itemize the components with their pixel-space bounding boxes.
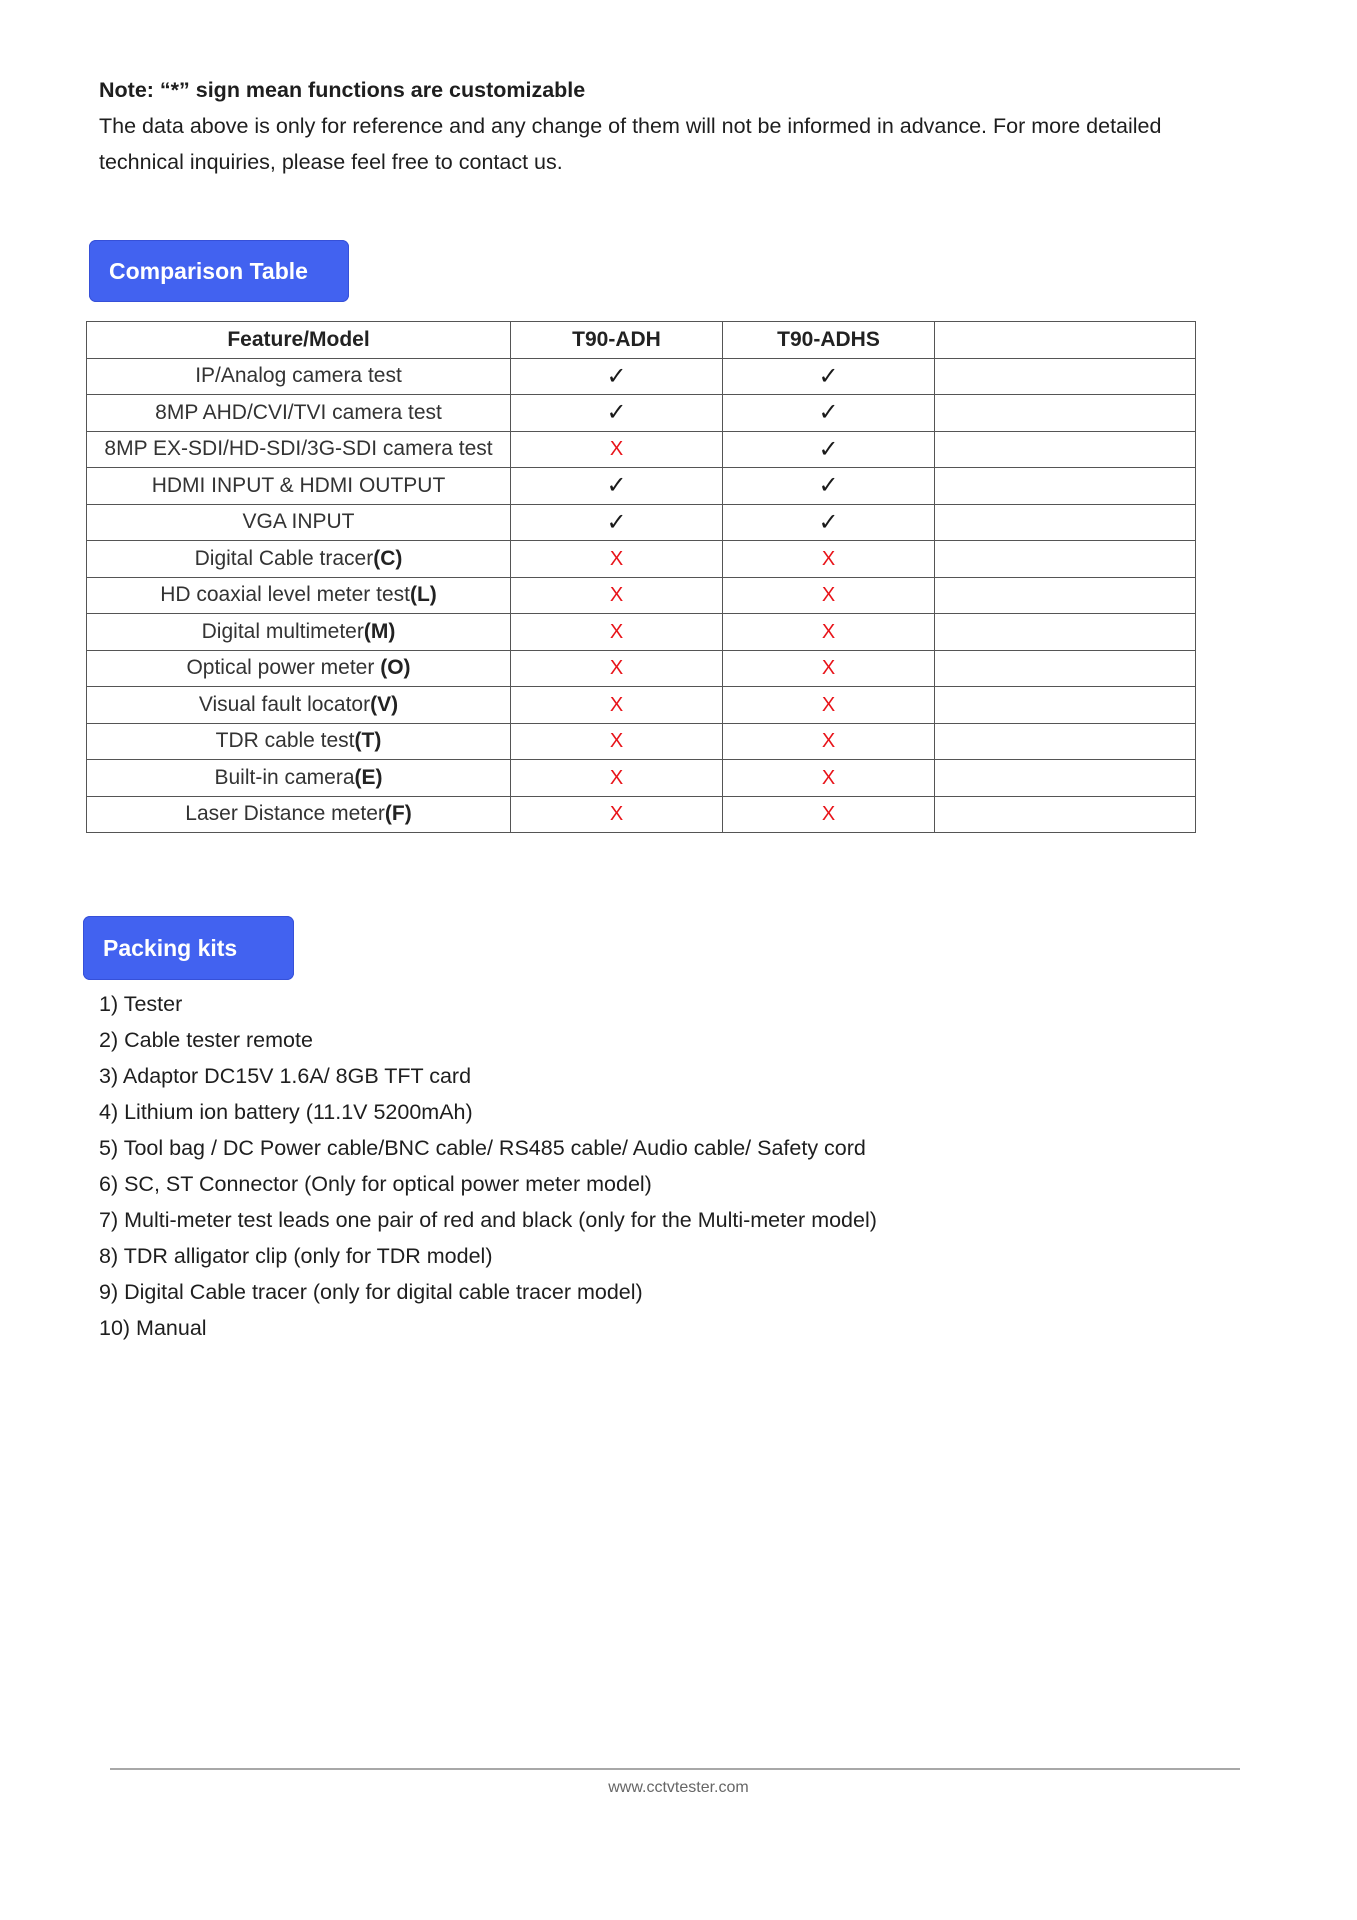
- cell-adh: [511, 577, 723, 614]
- list-item: 2) Cable tester remote: [99, 1028, 313, 1052]
- feature-cell: [87, 468, 511, 505]
- footer-url: www.cctvtester.com: [608, 1779, 749, 1796]
- note-block: [99, 72, 1219, 180]
- check-mark: ✓: [606, 508, 627, 536]
- feature-cell: [87, 395, 511, 432]
- table-row: [87, 760, 1196, 797]
- feature-label: Optical power meter: [186, 656, 381, 680]
- table-row: [87, 614, 1196, 651]
- note-body: The data above is only for reference and any change of them will not be informed in advance. For more detailed technical inquiries, please feel free to contact us.: [99, 114, 1162, 174]
- table-row: [87, 431, 1196, 468]
- table-header-row: [87, 322, 1196, 359]
- blank-cell: [935, 796, 1196, 833]
- cell-adhs: [723, 760, 935, 797]
- blank-cell: [935, 577, 1196, 614]
- cell-adh: [511, 796, 723, 833]
- cell-adhs: [723, 796, 935, 833]
- comparison-table: [86, 321, 1196, 833]
- cell-adhs: [723, 431, 935, 468]
- cross-mark: X: [821, 693, 836, 716]
- cross-mark: X: [609, 766, 624, 789]
- check-mark: ✓: [818, 435, 839, 463]
- blank-cell: [935, 358, 1196, 395]
- feature-cell: [87, 577, 511, 614]
- feature-label: 8MP EX-SDI/HD-SDI/3G-SDI camera test: [104, 437, 493, 461]
- cell-adhs: [723, 650, 935, 687]
- table-row: [87, 650, 1196, 687]
- blank-cell: [935, 541, 1196, 578]
- feature-label: HDMI INPUT & HDMI OUTPUT: [151, 473, 446, 497]
- cell-adh: [511, 760, 723, 797]
- list-item: 9) Digital Cable tracer (only for digital cable tracer model): [99, 1280, 643, 1304]
- list-item: 3) Adaptor DC15V 1.6A/ 8GB TFT card: [99, 1064, 472, 1088]
- cell-adhs: [723, 614, 935, 651]
- cross-mark: X: [821, 657, 836, 680]
- header-t90-adh: T90-ADH: [511, 322, 723, 359]
- table-row: [87, 395, 1196, 432]
- blank-cell: [935, 687, 1196, 724]
- cell-adh: [511, 504, 723, 541]
- check-mark: ✓: [606, 399, 627, 427]
- feature-label: Digital multimeter: [201, 619, 364, 643]
- cell-adh: [511, 541, 723, 578]
- list-item: 7) Multi-meter test leads one pair of red and black (only for the Multi-meter model): [99, 1208, 877, 1232]
- cross-mark: X: [609, 730, 624, 753]
- cell-adh: [511, 431, 723, 468]
- feature-label: 8MP AHD/CVI/TVI camera test: [155, 400, 442, 424]
- feature-cell: [87, 723, 511, 760]
- cell-adh: [511, 614, 723, 651]
- cross-mark: X: [821, 803, 836, 826]
- check-mark: ✓: [818, 399, 839, 427]
- feature-cell: [87, 504, 511, 541]
- blank-cell: [935, 614, 1196, 651]
- cross-mark: X: [609, 693, 624, 716]
- cell-adhs: [723, 687, 935, 724]
- note-title: Note: “*” sign mean functions are customizable: [99, 78, 586, 102]
- blank-cell: [935, 650, 1196, 687]
- blank-cell: [935, 760, 1196, 797]
- feature-code: (E): [354, 765, 383, 789]
- feature-code: (L): [409, 583, 437, 607]
- cross-mark: X: [609, 657, 624, 680]
- list-item: 8) TDR alligator clip (only for TDR model): [99, 1244, 493, 1268]
- table-row: [87, 504, 1196, 541]
- cross-mark: X: [821, 766, 836, 789]
- cross-mark: X: [821, 620, 836, 643]
- cross-mark: X: [821, 730, 836, 753]
- cell-adh: [511, 687, 723, 724]
- feature-cell: [87, 650, 511, 687]
- list-item: 10) Manual: [99, 1316, 207, 1340]
- cell-adhs: [723, 358, 935, 395]
- table-row: [87, 541, 1196, 578]
- feature-label: Visual fault locator: [198, 692, 371, 716]
- cell-adh: [511, 395, 723, 432]
- feature-label: VGA INPUT: [242, 510, 355, 534]
- cell-adhs: [723, 577, 935, 614]
- list-item: 4) Lithium ion battery (11.1V 5200mAh): [99, 1100, 473, 1124]
- feature-code: (T): [354, 729, 382, 753]
- header-t90-adhs: T90-ADHS: [723, 322, 935, 359]
- feature-code: (O): [380, 656, 411, 680]
- cell-adh: [511, 650, 723, 687]
- feature-cell: [87, 796, 511, 833]
- feature-code: (F): [384, 802, 412, 826]
- feature-code: (M): [363, 619, 396, 643]
- check-mark: ✓: [818, 508, 839, 536]
- table-row: [87, 358, 1196, 395]
- cross-mark: X: [609, 547, 624, 570]
- blank-cell: [935, 431, 1196, 468]
- feature-label: HD coaxial level meter test: [160, 583, 410, 607]
- table-row: [87, 796, 1196, 833]
- feature-cell: [87, 614, 511, 651]
- feature-code: (C): [373, 546, 403, 570]
- header-blank: [935, 322, 1196, 359]
- feature-cell: [87, 760, 511, 797]
- footer-divider: [110, 1768, 1240, 1770]
- feature-cell: [87, 358, 511, 395]
- feature-label: Built-in camera: [214, 765, 355, 789]
- blank-cell: [935, 723, 1196, 760]
- list-item: 1) Tester: [99, 992, 183, 1016]
- blank-cell: [935, 468, 1196, 505]
- list-item: 6) SC, ST Connector (Only for optical power meter model): [99, 1172, 652, 1196]
- feature-cell: [87, 541, 511, 578]
- cell-adhs: [723, 468, 935, 505]
- cross-mark: X: [821, 584, 836, 607]
- feature-label: Digital Cable tracer: [194, 546, 374, 570]
- check-mark: ✓: [818, 362, 839, 390]
- check-mark: ✓: [606, 362, 627, 390]
- packing-kits-heading: Packing kits: [83, 916, 294, 980]
- comparison-table-heading: Comparison Table: [89, 240, 349, 302]
- feature-label: Laser Distance meter: [185, 802, 385, 826]
- feature-cell: [87, 431, 511, 468]
- list-item: 5) Tool bag / DC Power cable/BNC cable/ RS485 cable/ Audio cable/ Safety cord: [99, 1136, 866, 1160]
- table-row: [87, 577, 1196, 614]
- packing-list: [99, 986, 877, 1346]
- table-row: [87, 723, 1196, 760]
- feature-code: (V): [370, 692, 399, 716]
- cell-adh: [511, 723, 723, 760]
- cross-mark: X: [821, 547, 836, 570]
- blank-cell: [935, 504, 1196, 541]
- table-row: [87, 687, 1196, 724]
- feature-label: TDR cable test: [215, 729, 355, 753]
- feature-cell: [87, 687, 511, 724]
- header-feature: Feature/Model: [87, 322, 511, 359]
- cell-adhs: [723, 504, 935, 541]
- cross-mark: X: [609, 584, 624, 607]
- cell-adh: [511, 468, 723, 505]
- cell-adhs: [723, 723, 935, 760]
- table-row: [87, 468, 1196, 505]
- cross-mark: X: [609, 438, 624, 461]
- check-mark: ✓: [818, 472, 839, 500]
- cross-mark: X: [609, 620, 624, 643]
- check-mark: ✓: [606, 472, 627, 500]
- feature-label: IP/Analog camera test: [195, 364, 402, 388]
- cell-adhs: [723, 395, 935, 432]
- blank-cell: [935, 395, 1196, 432]
- cell-adhs: [723, 541, 935, 578]
- cross-mark: X: [609, 803, 624, 826]
- cell-adh: [511, 358, 723, 395]
